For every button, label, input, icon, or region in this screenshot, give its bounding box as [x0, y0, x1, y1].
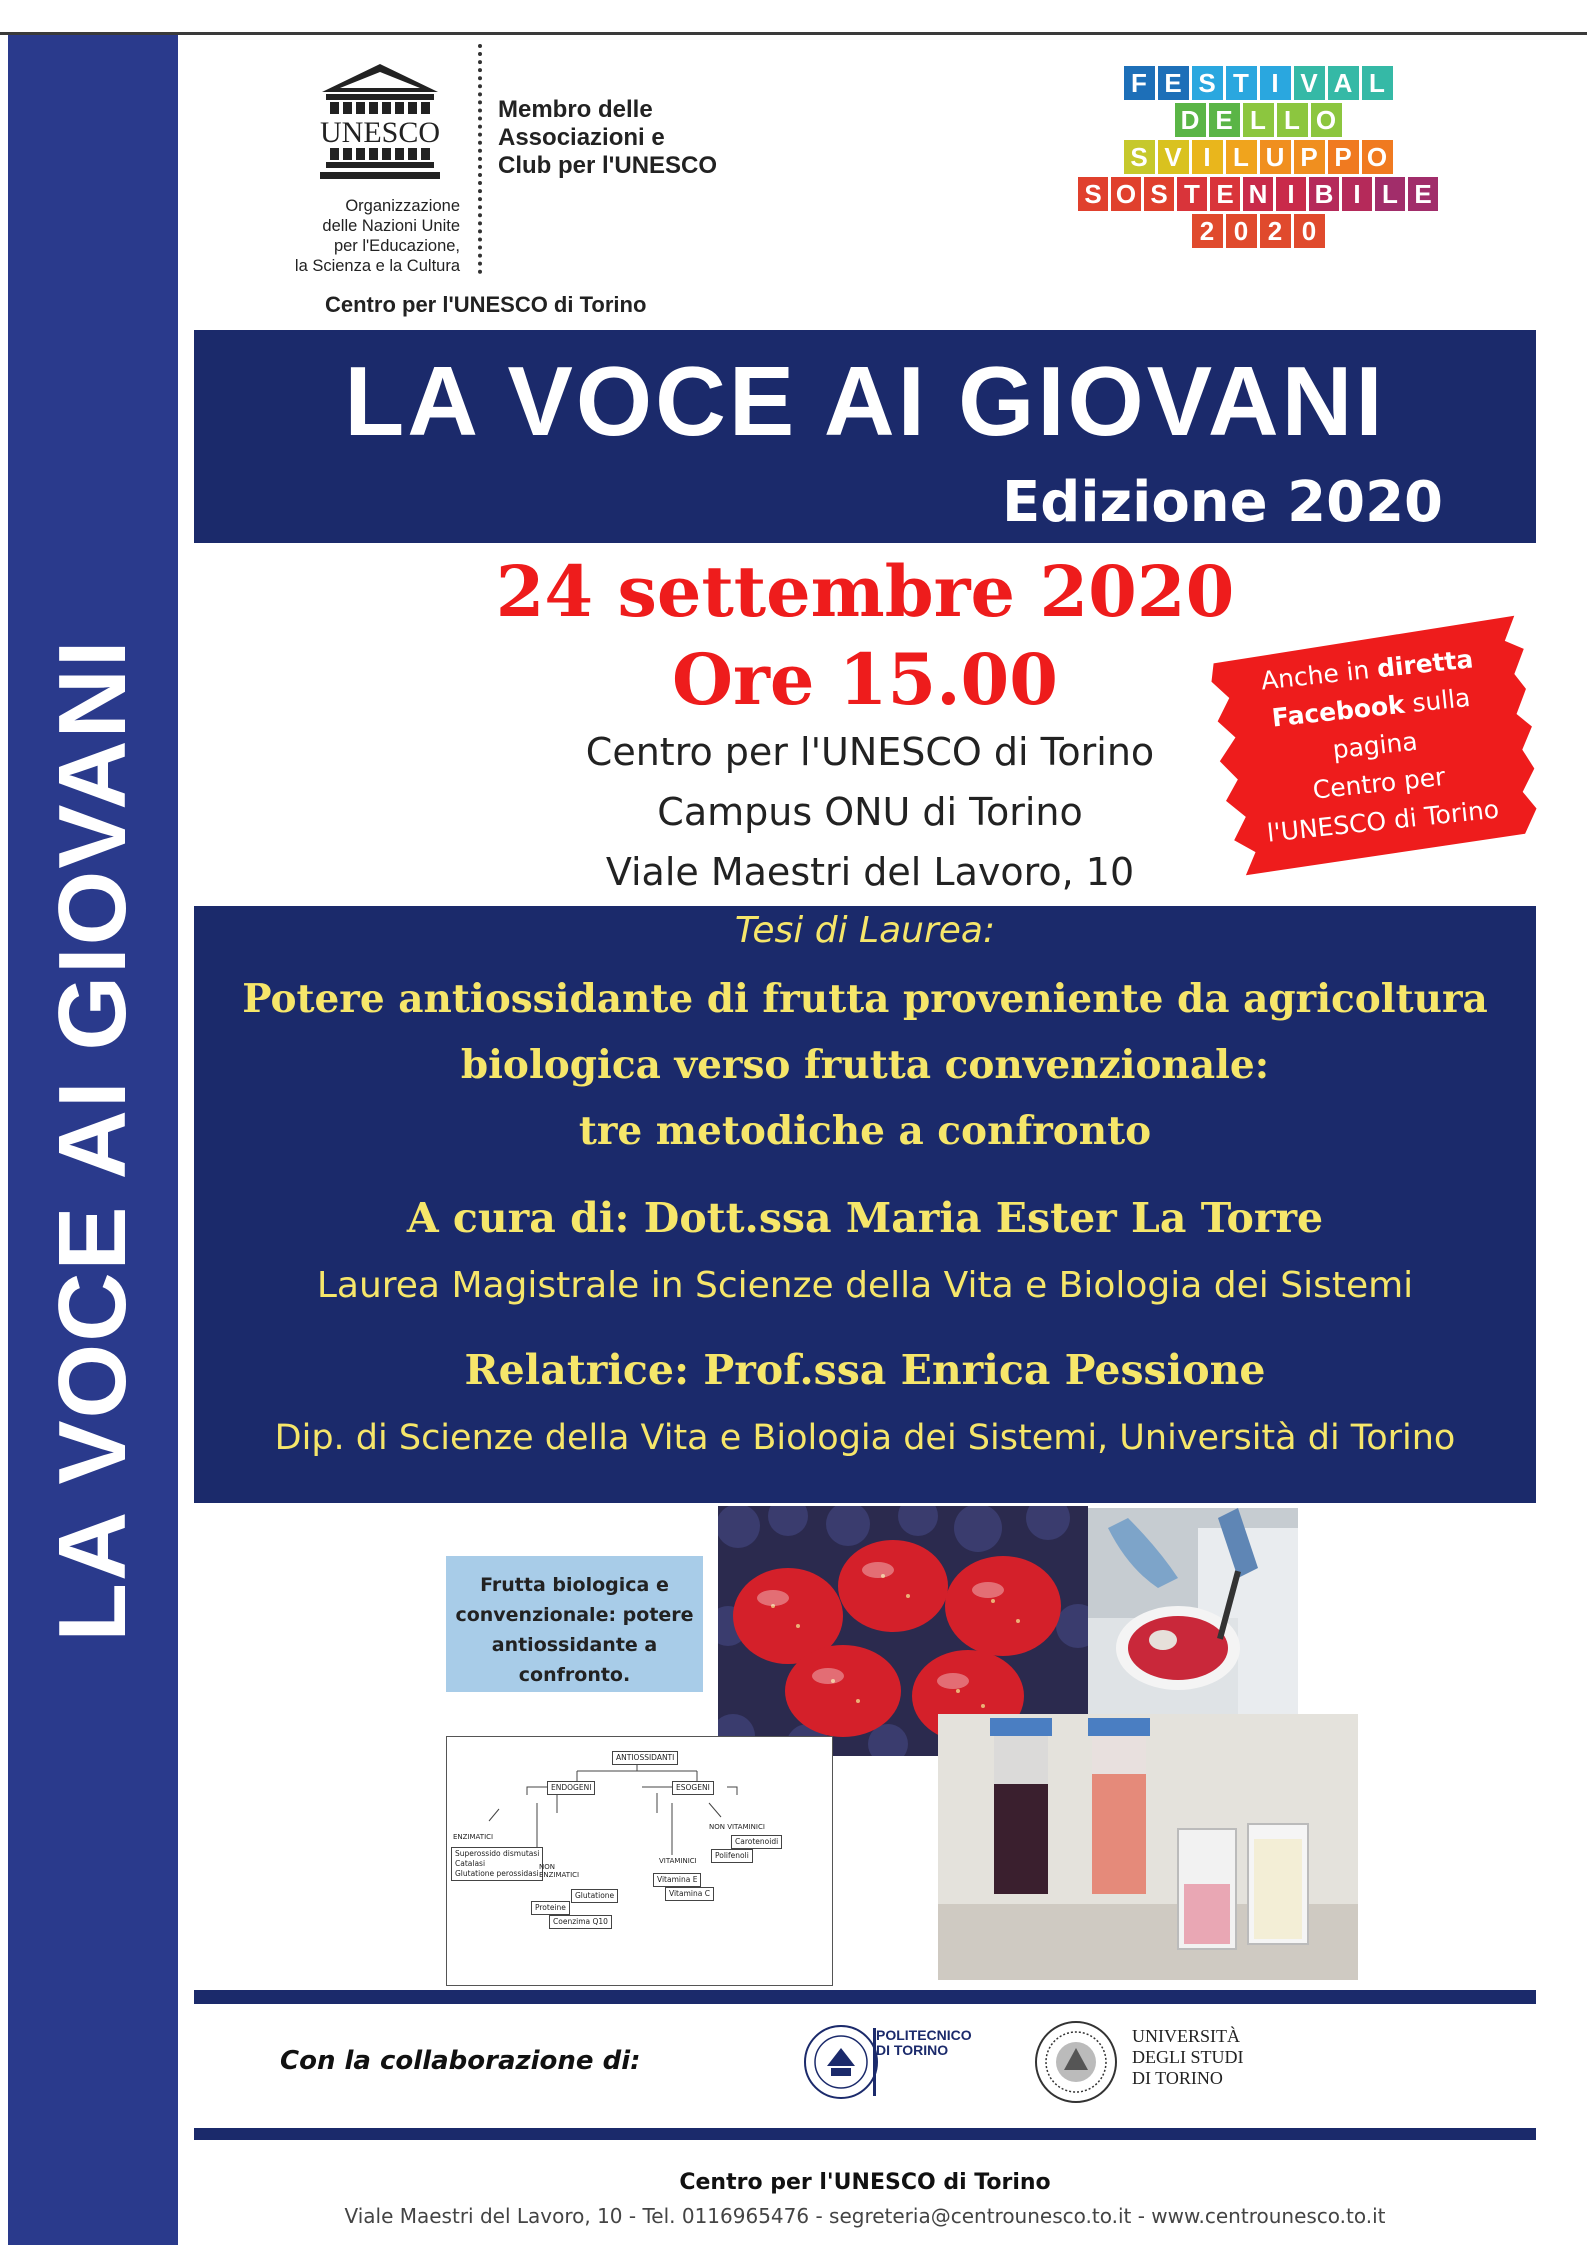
festival-row [1078, 140, 1438, 174]
universita-line: DEGLI STUDI [1132, 2047, 1244, 2067]
universita-line: UNIVERSITÀ [1132, 2026, 1240, 2046]
unesco-wordmark: UNESCO [319, 116, 441, 149]
festival-letter: O [1311, 103, 1342, 137]
side-band [8, 35, 178, 2245]
festival-row [1078, 177, 1438, 211]
event-time: Ore 15.00 [672, 638, 1058, 721]
divider-bar [194, 2128, 1536, 2140]
thesis-department: Dip. di Scienze della Vita e Biologia dei Sistemi, Università di Torino [274, 1418, 1456, 1458]
badge-line: pagina [1331, 726, 1419, 765]
diagram-endogeni: ENDOGENI [547, 1781, 595, 1795]
unesco-org-line: Organizzazione [345, 197, 460, 215]
festival-letter: E [1209, 103, 1240, 137]
footer-contact: Viale Maestri del Lavoro, 10 - Tel. 0116965476 - segreteria@centrounesco.to.it - www.centrounesco.to.it [344, 2204, 1386, 2228]
festival-sviluppo-sostenibile-logo [1078, 66, 1438, 251]
festival-letter: V [1294, 66, 1325, 100]
unesco-member-text [498, 96, 798, 180]
festival-letter: I [1342, 177, 1372, 211]
badge-line: l'UNESCO di Torino [1265, 794, 1501, 848]
badge-diretta: diretta [1375, 644, 1475, 684]
politecnico-line: POLITECNICO [876, 2027, 972, 2043]
thesis-title-line: tre metodiche a confronto [578, 1108, 1152, 1154]
thesis-label: Tesi di Laurea: [734, 910, 996, 951]
festival-letter: P [1294, 140, 1325, 174]
politecnico-line: DI TORINO [876, 2042, 949, 2058]
festival-row [1078, 103, 1438, 137]
event-place-line: Campus ONU di Torino [657, 790, 1083, 834]
thesis-title-line: Potere antiossidante di frutta proveniente da agricoltura [242, 976, 1488, 1022]
politecnico-name [876, 2028, 972, 2058]
diagram-root: ANTIOSSIDANTI [612, 1751, 678, 1765]
diagram-enzimatici: ENZIMATICI [453, 1833, 494, 1841]
footer-title: Centro per l'UNESCO di Torino [679, 2170, 1051, 2195]
festival-letter: L [1375, 177, 1405, 211]
festival-letter: L [1243, 103, 1274, 137]
festival-letter: T [1177, 177, 1207, 211]
festival-letter: O [1362, 140, 1393, 174]
diagram-label-line: NON [539, 1863, 555, 1871]
thesis-title-line: biologica verso frutta convenzionale: [460, 1042, 1270, 1088]
diagram-item-polifenoli: Polifenoli [711, 1849, 753, 1863]
unesco-dotted-divider [478, 44, 482, 274]
thesis-author: A cura di: Dott.ssa Maria Ester La Torre [406, 1194, 1324, 1242]
diagram-item-proteine: Proteine [531, 1901, 570, 1915]
festival-letter: N [1243, 177, 1273, 211]
banner-title: LA VOCE AI GIOVANI [344, 346, 1386, 456]
festival-letter: S [1078, 177, 1108, 211]
festival-letter: E [1210, 177, 1240, 211]
festival-letter: 2 [1260, 214, 1291, 248]
festival-letter: 0 [1294, 214, 1325, 248]
event-place [530, 722, 1210, 902]
festival-letter: S [1192, 66, 1223, 100]
festival-row [1078, 66, 1438, 100]
universita-line: DI TORINO [1132, 2068, 1223, 2088]
festival-letter: I [1276, 177, 1306, 211]
diagram-item-vitamina-e: Vitamina E [653, 1873, 701, 1887]
festival-letter: I [1192, 140, 1223, 174]
caption-line: convenzionale: potere [455, 1604, 694, 1626]
festival-letter: V [1158, 140, 1189, 174]
festival-letter: S [1144, 177, 1174, 211]
festival-letter: A [1328, 66, 1359, 100]
image-caption [446, 1570, 703, 1690]
diagram-item: Catalasi [455, 1859, 486, 1868]
side-band-title: LA VOCE AI GIOVANI [39, 638, 146, 1642]
festival-letter: E [1158, 66, 1189, 100]
diagram-enzimatici-list [451, 1847, 543, 1881]
festival-letter: B [1309, 177, 1339, 211]
diagram-item-coenzima: Coenzima Q10 [549, 1915, 612, 1929]
divider-bar [194, 1990, 1536, 2004]
event-date: 24 settembre 2020 [495, 550, 1235, 633]
universita-torino-seal [1034, 2020, 1118, 2104]
badge-prefix: Anche in [1259, 655, 1371, 696]
diagram-item-vitamina-c: Vitamina C [665, 1887, 714, 1901]
diagram-item-glutatione: Glutatione [571, 1889, 618, 1903]
festival-row [1078, 214, 1438, 248]
festival-letter: L [1226, 140, 1257, 174]
caption-line: confronto. [518, 1664, 631, 1686]
unesco-org-line: la Scienza e la Cultura [294, 257, 460, 275]
unesco-org-line: delle Nazioni Unite [322, 217, 460, 235]
antioxidant-diagram [446, 1736, 833, 1986]
festival-letter: S [1124, 140, 1155, 174]
event-place-line: Centro per l'UNESCO di Torino [585, 730, 1155, 774]
festival-letter: E [1408, 177, 1438, 211]
festival-letter: 0 [1226, 214, 1257, 248]
event-place-line: Viale Maestri del Lavoro, 10 [605, 850, 1135, 894]
diagram-item: Superossido dismutasi [455, 1849, 540, 1858]
thesis-title [194, 966, 1536, 1164]
festival-letter: L [1277, 103, 1308, 137]
diagram-vitaminici: VITAMINICI [659, 1857, 697, 1865]
unesco-org-text [250, 196, 460, 276]
festival-letter: 2 [1192, 214, 1223, 248]
badge-suffix: sulla [1410, 682, 1472, 718]
diagram-label-line: ENZIMATICI [539, 1871, 580, 1879]
banner-edition: Edizione 2020 [1002, 470, 1443, 535]
diagram-item-carotenoidi: Carotenoidi [731, 1835, 782, 1849]
diagram-non-enzimatici [539, 1863, 579, 1879]
universita-name [1132, 2026, 1243, 2089]
festival-letter: F [1124, 66, 1155, 100]
test-tubes-photo [938, 1714, 1358, 1980]
festival-letter: D [1175, 103, 1206, 137]
image-caption-box [446, 1556, 703, 1692]
caption-line: antiossidante a [491, 1634, 658, 1656]
lab-mortar-photo [1088, 1508, 1298, 1718]
festival-letter: T [1226, 66, 1257, 100]
unesco-temple-logo [318, 62, 442, 188]
festival-letter: I [1260, 66, 1291, 100]
unesco-member-line: Associazioni e [498, 124, 665, 151]
badge-line: Centro per [1311, 761, 1447, 805]
thesis-supervisor: Relatrice: Prof.ssa Enrica Pessione [464, 1346, 1266, 1394]
diagram-item: Glutatione perossidasi [455, 1869, 539, 1878]
festival-letter: O [1111, 177, 1141, 211]
festival-letter: U [1260, 140, 1291, 174]
thesis-degree: Laurea Magistrale in Scienze della Vita e Biologia dei Sistemi [316, 1265, 1414, 1306]
top-rule [0, 32, 1587, 35]
unesco-org-line: per l'Educazione, [333, 237, 460, 255]
caption-line: Frutta biologica e [480, 1574, 669, 1596]
facebook-live-badge [1203, 609, 1546, 881]
diagram-esogeni: ESOGENI [672, 1781, 714, 1795]
collaboration-label: Con la collaborazione di: [280, 2046, 641, 2076]
unesco-centro-label: Centro per l'UNESCO di Torino [325, 292, 647, 317]
diagram-non-vitaminici: NON VITAMINICI [709, 1823, 765, 1831]
unesco-member-line: Membro delle [498, 96, 653, 123]
unesco-member-line: Club per l'UNESCO [498, 152, 718, 179]
badge-facebook: Facebook [1270, 689, 1406, 733]
festival-letter: L [1362, 66, 1393, 100]
festival-letter: P [1328, 140, 1359, 174]
facebook-live-text [1206, 635, 1544, 857]
